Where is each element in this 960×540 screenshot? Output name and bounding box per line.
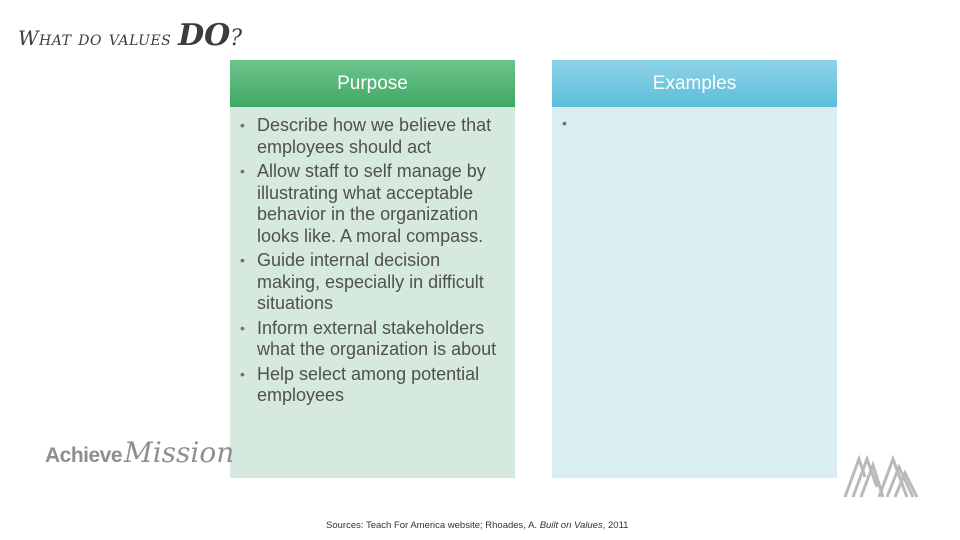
slide-title bbox=[18, 18, 242, 53]
purpose-bullet bbox=[238, 364, 505, 407]
purpose-bullet-text: Allow staff to self manage by illustrating what acceptable behavior in the organization looks like. A moral compass. bbox=[257, 161, 486, 246]
purpose-header: Purpose bbox=[230, 60, 515, 107]
purpose-bullet-text: Inform external stakeholders what the organization is about bbox=[257, 317, 497, 359]
purpose-bullet-list bbox=[230, 107, 515, 407]
purpose-bullet bbox=[238, 161, 505, 247]
purpose-bullet-text: Describe how we believe that employees should act bbox=[257, 115, 492, 157]
examples-bullet-list bbox=[552, 107, 837, 137]
bullet-dot: • bbox=[240, 117, 245, 133]
sources-citation bbox=[326, 520, 628, 531]
title-question-mark: ? bbox=[230, 26, 243, 51]
bullet-dot: • bbox=[240, 365, 245, 382]
bullet-dot: • bbox=[562, 115, 567, 131]
bullet-dot: • bbox=[240, 252, 245, 268]
purpose-bullet-text: Guide internal decision making, especially in difficult situations bbox=[257, 250, 484, 313]
purpose-column bbox=[230, 60, 515, 478]
am-monogram-icon bbox=[843, 455, 919, 499]
examples-column bbox=[552, 60, 837, 478]
title-emphasis: DO bbox=[178, 18, 231, 53]
title-lead: What do values bbox=[18, 26, 179, 50]
sources-suffix: , 2011 bbox=[602, 520, 629, 531]
purpose-bullet bbox=[238, 318, 505, 361]
sources-book-title: Built on Values bbox=[539, 520, 603, 531]
examples-bullet bbox=[560, 115, 827, 137]
sources-prefix: Sources: Teach For America website; Rhoades, A. bbox=[326, 520, 540, 531]
logo-achieve-text: Achieve bbox=[45, 444, 123, 467]
achievemission-logo bbox=[45, 438, 234, 468]
examples-header: Examples bbox=[552, 60, 837, 107]
purpose-bullet bbox=[238, 250, 505, 315]
bullet-dot: • bbox=[240, 163, 245, 179]
logo-mission-text: Mission bbox=[124, 436, 235, 469]
purpose-bullet-text: Help select among potential employees bbox=[257, 363, 480, 405]
bullet-dot: • bbox=[240, 319, 245, 336]
purpose-bullet bbox=[238, 115, 505, 158]
